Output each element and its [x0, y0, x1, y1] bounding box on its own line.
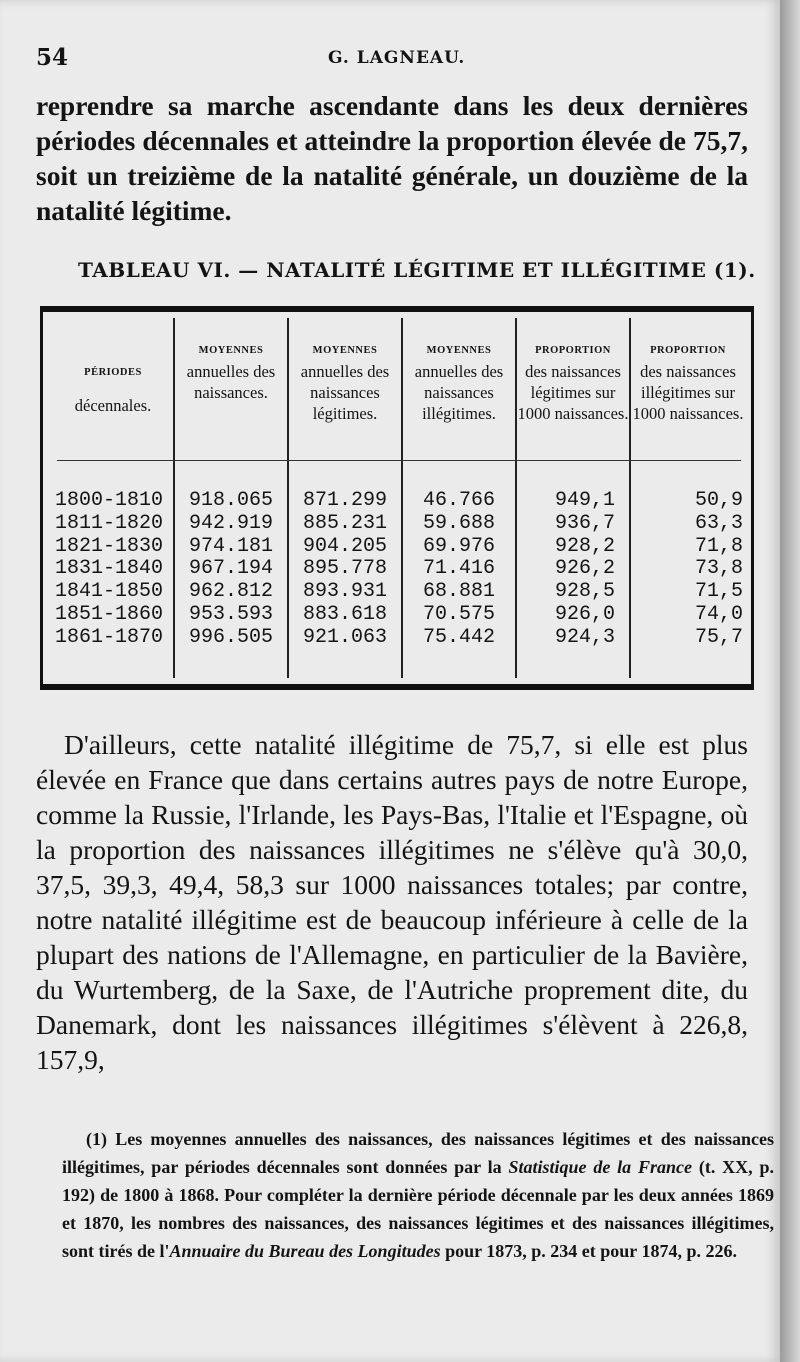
cell-legitimes: 883.618	[302, 603, 387, 626]
header-legitimes-small: MOYENNES	[312, 345, 378, 356]
header-divider	[57, 460, 741, 461]
header-prop-legitimes-main: des naissances légitimes sur 1000 naissances.	[517, 362, 629, 423]
cell-prop-illegitimes: 74,0	[694, 603, 743, 626]
cell-periode: 1841-1850	[55, 580, 164, 604]
cell-naissances: 918.065	[188, 489, 273, 512]
header-naissances-main: annuelles des naissances.	[186, 362, 276, 402]
cell-periode: 1851-1860	[55, 603, 164, 626]
cell-naissances: 962.812	[188, 580, 273, 604]
cell-prop-legitimes: 949,1	[554, 489, 615, 512]
natality-table	[40, 306, 754, 690]
cell-illegitimes: 71.416	[422, 557, 495, 581]
table-body	[53, 318, 745, 678]
cell-naissances: 942.919	[188, 511, 273, 535]
cell-prop-illegitimes: 63,3	[694, 511, 743, 535]
cell-illegitimes: 59.688	[422, 511, 495, 535]
cell-legitimes: 921.063	[302, 625, 387, 649]
header-periodes	[53, 362, 173, 416]
header-periodes-small: PÉRIODES	[84, 367, 142, 378]
cell-legitimes: 904.205	[302, 534, 387, 558]
table-title: TABLEAU VI. — NATALITÉ LÉGITIME ET ILLÉGITIME (1).	[78, 258, 756, 282]
cell-prop-legitimes: 928,5	[554, 580, 615, 604]
column-prop-illegitimes	[631, 318, 745, 678]
cell-legitimes: 893.931	[302, 580, 387, 604]
footnote-text	[62, 1125, 774, 1265]
cell-illegitimes: 46.766	[422, 489, 495, 512]
cell-naissances: 953.593	[188, 603, 273, 626]
cell-periode: 1811-1820	[55, 511, 164, 535]
footnote-part1: (1) Les moyennes annuelles des naissances, des naissances légitimes et des naissances illégitimes, par périodes décennales sont données par la	[62, 1129, 774, 1177]
header-periodes-main: décennales.	[74, 396, 152, 415]
column-legitimes	[289, 318, 403, 678]
cell-prop-legitimes: 924,3	[554, 625, 615, 649]
footnote-part2: (t. XX, p. 192) de 1800 à 1868. Pour compléter la dernière période décennale par les deux années 1869 et 1870, les nombres des naissances, des naissances légitimes et des naissances illégitimes, sont tirés de l'	[62, 1157, 775, 1261]
header-illegitimes	[403, 340, 515, 424]
cell-prop-legitimes: 926,2	[554, 557, 615, 581]
cell-periode: 1821-1830	[55, 534, 164, 558]
column-prop-legitimes	[517, 318, 631, 678]
page-binding-edge	[780, 0, 800, 1362]
cell-legitimes: 871.299	[302, 489, 387, 512]
cell-illegitimes: 68.881	[422, 580, 495, 604]
cell-prop-illegitimes: 50,9	[694, 489, 743, 512]
cell-prop-illegitimes: 73,8	[694, 557, 743, 581]
footnote-part3: pour 1873, p. 234 et pour 1874, p. 226.	[440, 1241, 737, 1261]
header-illegitimes-small: MOYENNES	[426, 345, 492, 356]
cell-prop-illegitimes: 71,8	[694, 534, 743, 558]
cell-illegitimes: 69.976	[422, 534, 495, 558]
header-prop-illegitimes-main: des naissances illégitimes sur 1000 naissances.	[632, 362, 744, 423]
column-naissances	[175, 318, 289, 678]
page-header	[36, 44, 748, 74]
cell-prop-illegitimes: 75,7	[694, 625, 743, 649]
page-number: 54	[36, 44, 69, 71]
cell-illegitimes: 70.575	[422, 603, 495, 626]
footnote-italic-annuaire: Annuaire du Bureau des Longitudes	[169, 1241, 441, 1261]
header-prop-legitimes	[517, 340, 629, 424]
paragraph-intro-text: reprendre sa marche ascendante dans les deux dernières périodes décennales et atteindre la proportion élevée de 75,7, soit un treizième de la natalité générale, un douzième de la natalité légitime.	[36, 90, 748, 226]
running-head: G. LAGNEAU.	[328, 48, 466, 68]
cell-periode: 1800-1810	[55, 489, 164, 512]
cell-naissances: 996.505	[188, 625, 273, 649]
cell-prop-legitimes: 926,0	[554, 603, 615, 626]
cell-legitimes: 895.778	[302, 557, 387, 581]
cell-legitimes: 885.231	[302, 511, 387, 535]
cell-naissances: 967.194	[188, 557, 273, 581]
cell-illegitimes: 75.442	[422, 625, 495, 649]
cell-prop-illegitimes: 71,5	[694, 580, 743, 604]
footnote-italic-statistique: Statistique de la France	[508, 1157, 693, 1177]
header-naissances-small: MOYENNES	[198, 345, 264, 356]
header-prop-illegitimes-small: PROPORTION	[650, 345, 726, 356]
footnote	[62, 1125, 774, 1265]
header-illegitimes-main: annuelles des naissances illégitimes.	[414, 362, 504, 423]
cell-naissances: 974.181	[188, 534, 273, 558]
header-naissances	[175, 340, 287, 403]
cell-prop-legitimes: 936,7	[554, 511, 615, 535]
cell-prop-legitimes: 928,2	[554, 534, 615, 558]
paragraph-comparison-text: D'ailleurs, cette natalité illégitime de 75,7, si elle est plus élevée en France que dans certains autres pays de notre Europe, comme la Russie, l'Irlande, les Pays-Bas, l'Italie et l'Espagne, où la proportion des naissances illégitimes ne s'élève qu'à 30,0, 37,5, 39,3, 49,4, 58,3 sur 1000 naissances totales; par contre, notre natalité illégitime est de beaucoup inférieure à celle de la plupart des nations de l'Allemagne, en particulier de la Bavière, du Wurtemberg, de la Saxe, de l'Autriche proprement dite, du Danemark, dont les naissances illégitimes s'élèvent à 226,8, 157,9,	[36, 729, 748, 1075]
header-legitimes	[289, 340, 401, 424]
cell-periode: 1831-1840	[55, 557, 164, 581]
column-periodes	[53, 318, 175, 678]
column-illegitimes	[403, 318, 517, 678]
paragraph-comparison	[36, 727, 748, 1077]
cell-periode: 1861-1870	[55, 625, 164, 649]
header-prop-legitimes-small: PROPORTION	[535, 345, 611, 356]
header-prop-illegitimes	[631, 340, 745, 424]
paragraph-intro	[36, 88, 748, 228]
header-legitimes-main: annuelles des naissances légitimes.	[300, 362, 390, 423]
